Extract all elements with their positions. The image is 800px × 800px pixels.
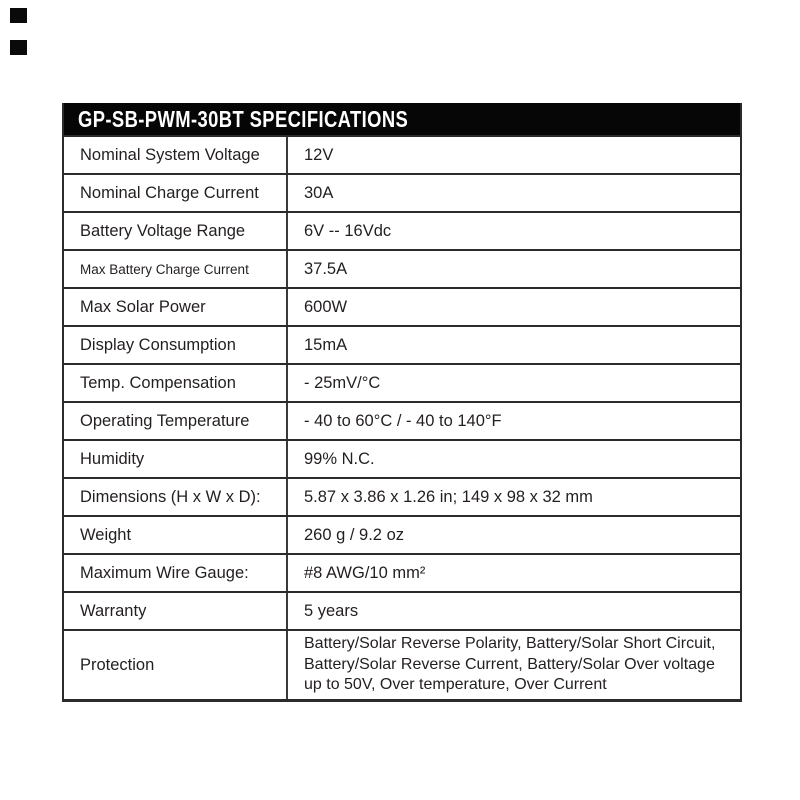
spec-row-display-consumption bbox=[64, 325, 740, 363]
spec-label: Humidity bbox=[64, 441, 288, 477]
spec-label: Weight bbox=[64, 517, 288, 553]
spec-row-operating-temperature bbox=[64, 401, 740, 439]
spec-label: Temp. Compensation bbox=[64, 365, 288, 401]
spec-row-humidity bbox=[64, 439, 740, 477]
spec-row-weight bbox=[64, 515, 740, 553]
spec-label: Nominal System Voltage bbox=[64, 137, 288, 173]
spec-row-warranty bbox=[64, 591, 740, 629]
spec-table bbox=[62, 103, 742, 702]
spec-value: Battery/Solar Reverse Polarity, Battery/Solar Short Circuit, Battery/Solar Reverse Current, Battery/Solar Over voltage up to 50V, Over temperature, Over Current bbox=[304, 634, 716, 694]
spec-row-battery-voltage-range bbox=[64, 211, 740, 249]
spec-label: Operating Temperature bbox=[64, 403, 288, 439]
spec-row-nominal-system-voltage bbox=[64, 135, 740, 173]
spec-value: - 40 to 60°C / - 40 to 140°F bbox=[304, 411, 502, 430]
spec-value: 5 years bbox=[304, 601, 359, 620]
spec-row-dimensions bbox=[64, 477, 740, 515]
spec-label: Warranty bbox=[64, 593, 288, 629]
spec-value: 6V -- 16Vdc bbox=[304, 221, 392, 240]
stray-square-mark-2 bbox=[10, 40, 27, 55]
spec-label: Display Consumption bbox=[64, 327, 288, 363]
spec-row-nominal-charge-current bbox=[64, 173, 740, 211]
spec-value: 37.5A bbox=[304, 259, 348, 278]
spec-value: 99% N.C. bbox=[304, 449, 375, 468]
spec-value: 30A bbox=[304, 183, 334, 202]
spec-label: Dimensions (H x W x D): bbox=[64, 479, 288, 515]
spec-label: Max Solar Power bbox=[64, 289, 288, 325]
spec-value: 5.87 x 3.86 x 1.26 in; 149 x 98 x 32 mm bbox=[304, 487, 593, 506]
spec-row-maximum-wire-gauge bbox=[64, 553, 740, 591]
spec-table-header bbox=[64, 103, 740, 135]
stray-square-mark-1 bbox=[10, 8, 27, 23]
spec-row-protection bbox=[64, 629, 740, 699]
spec-row-max-solar-power bbox=[64, 287, 740, 325]
spec-row-max-battery-charge-current bbox=[64, 249, 740, 287]
spec-value: #8 AWG/10 mm² bbox=[304, 563, 426, 582]
spec-value: 600W bbox=[304, 297, 348, 316]
spec-row-temp-compensation bbox=[64, 363, 740, 401]
spec-label: Nominal Charge Current bbox=[64, 175, 288, 211]
spec-value: 260 g / 9.2 oz bbox=[304, 525, 404, 544]
spec-value: 12V bbox=[304, 145, 334, 164]
spec-value: - 25mV/°C bbox=[304, 373, 381, 392]
spec-value: 15mA bbox=[304, 335, 348, 354]
spec-label: Battery Voltage Range bbox=[64, 213, 288, 249]
spec-table-title: GP-SB-PWM-30BT SPECIFICATIONS bbox=[78, 105, 409, 132]
spec-label: Maximum Wire Gauge: bbox=[64, 555, 288, 591]
spec-label: Max Battery Charge Current bbox=[64, 251, 288, 287]
spec-label: Protection bbox=[64, 631, 288, 699]
